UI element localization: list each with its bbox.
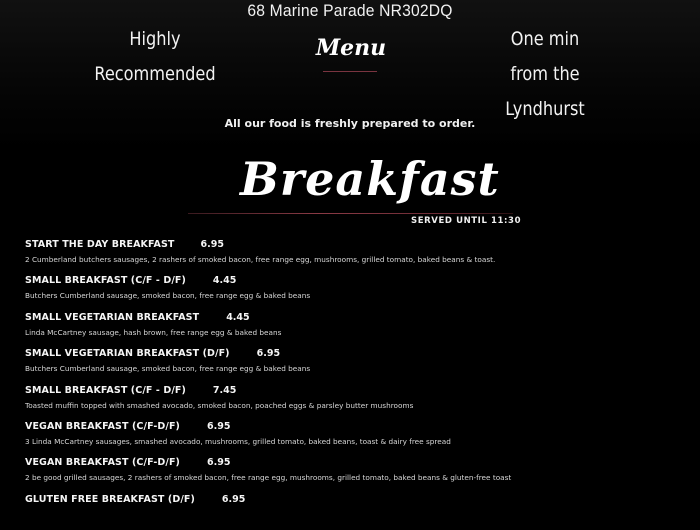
menu-item-description: Toasted muffin topped with smashed avocado, smoked bacon, poached eggs & parsley butter mushrooms bbox=[25, 400, 414, 410]
menu-item-price: 6.95 bbox=[207, 457, 231, 469]
menu-item-price: 6.95 bbox=[221, 493, 246, 505]
left-text-line-2: Recommended bbox=[94, 63, 216, 85]
menu-item-description: 2 be good grilled sausages, 2 rashers of smoked bacon, free range egg, mushrooms, grilled tomato, baked beans & gluten-free toast bbox=[25, 473, 512, 483]
menu-item-price: 6.95 bbox=[200, 239, 224, 250]
menu-item-description: Linda McCartney sausage, hash brown, free range egg & baked beans bbox=[25, 327, 282, 337]
menu-item bbox=[25, 239, 685, 275]
menu-item bbox=[25, 275, 685, 311]
tagline: All our food is freshly prepared to order. bbox=[224, 117, 476, 130]
menu-item-name: VEGAN BREAKFAST (C/F-D/F) bbox=[25, 457, 181, 469]
menu-item-name: SMALL VEGETARIAN BREAKFAST bbox=[25, 311, 200, 323]
menu-item-name: SMALL BREAKFAST (C/F - D/F) bbox=[25, 384, 186, 396]
menu-item-price: 4.45 bbox=[226, 311, 250, 323]
menu-item-price: 4.45 bbox=[212, 275, 237, 287]
menu-item bbox=[25, 385, 685, 421]
right-text-line-1: One min bbox=[510, 28, 580, 50]
menu-item bbox=[25, 494, 685, 530]
menu-item-name: GLUTEN FREE BREAKFAST (D/F) bbox=[25, 493, 195, 505]
menu-item bbox=[25, 312, 685, 348]
menu-items-list bbox=[25, 239, 685, 530]
location-text bbox=[469, 22, 622, 127]
menu-item bbox=[25, 421, 685, 457]
menu-item-name: SMALL BREAKFAST (C/F - D/F) bbox=[25, 275, 186, 287]
section-divider bbox=[188, 213, 513, 214]
address: 68 Marine Parade NR302DQ bbox=[247, 1, 453, 20]
menu-title: Menu bbox=[315, 35, 387, 61]
menu-item-name: START THE DAY BREAKFAST bbox=[25, 239, 175, 250]
left-text-line-1: Highly bbox=[129, 28, 181, 50]
menu-underline-divider bbox=[323, 71, 377, 72]
menu-item-price: 6.95 bbox=[207, 420, 231, 432]
menu-item-name: VEGAN BREAKFAST (C/F-D/F) bbox=[25, 420, 181, 432]
section-title-breakfast: Breakfast bbox=[240, 152, 500, 206]
menu-item-description: Butchers Cumberland sausage, smoked bacon, free range egg & baked beans bbox=[25, 291, 311, 301]
menu-item-description: 2 Cumberland butchers sausages, 2 rashers of smoked bacon, free range egg, mushrooms, grilled tomato, baked beans & toast. bbox=[25, 255, 496, 264]
menu-item-description: 3 Linda McCartney sausages, smashed avocado, mushrooms, grilled tomato, baked beans, toast & dairy free spread bbox=[25, 436, 451, 446]
right-text-line-2: from the Lyndhurst bbox=[505, 63, 585, 120]
menu-item-price: 7.45 bbox=[212, 384, 237, 396]
menu-item-description: Butchers Cumberland sausage, smoked bacon, free range egg & baked beans bbox=[25, 364, 311, 374]
served-until-note: SERVED UNTIL 11:30 bbox=[411, 216, 522, 226]
menu-item bbox=[25, 457, 685, 493]
highly-recommended-text bbox=[83, 22, 228, 92]
menu-item-name: SMALL VEGETARIAN BREAKFAST (D/F) bbox=[25, 348, 230, 360]
menu-item-price: 6.95 bbox=[256, 348, 281, 360]
menu-item bbox=[25, 348, 685, 384]
